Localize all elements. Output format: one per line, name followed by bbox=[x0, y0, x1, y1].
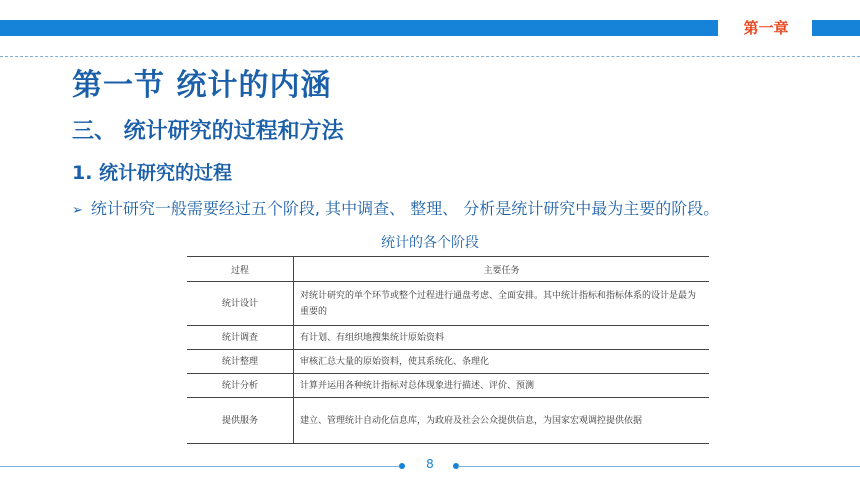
task-cell: 有计划、有组织地搜集统计原始资料 bbox=[294, 326, 710, 350]
bullet-text: 统计研究一般需要经过五个阶段, 其中调查、 整理、 分析是统计研究中最为主要的阶段。 bbox=[90, 199, 720, 218]
stage-cell: 统计设计 bbox=[187, 282, 294, 326]
table-row bbox=[187, 350, 709, 374]
table-row bbox=[187, 326, 709, 350]
task-cell: 建立、管理统计自动化信息库，为政府及社会公众提供信息，为国家宏观调控提供依据 bbox=[294, 398, 710, 444]
stage-cell: 统计调查 bbox=[187, 326, 294, 350]
chapter-label: 第一章 bbox=[743, 19, 789, 37]
footer-dot-left bbox=[399, 463, 405, 469]
header-bar-right bbox=[812, 20, 860, 36]
slide-title: 第一节 统计的内涵 bbox=[72, 68, 332, 103]
column-header-task: 主要任务 bbox=[294, 257, 710, 282]
section-heading: 1. 统计研究的过程 bbox=[72, 162, 233, 184]
stage-cell: 统计分析 bbox=[187, 374, 294, 398]
header-bar-left bbox=[0, 20, 718, 36]
page-number: 8 bbox=[426, 457, 434, 471]
footer-line-left bbox=[0, 466, 400, 467]
table-caption: 统计的各个阶段 bbox=[381, 235, 479, 251]
table-row bbox=[187, 398, 709, 444]
stages-table bbox=[187, 256, 709, 444]
bullet-arrow-icon: ➢ bbox=[72, 203, 83, 218]
slide-subtitle: 三、 统计研究的过程和方法 bbox=[72, 119, 344, 144]
header-divider bbox=[0, 56, 860, 57]
column-header-stage: 过程 bbox=[187, 257, 294, 282]
table-row bbox=[187, 374, 709, 398]
task-cell: 计算并运用各种统计指标对总体现象进行描述、评价、预测 bbox=[294, 374, 710, 398]
task-cell: 审核汇总大量的原始资料，使其系统化、条理化 bbox=[294, 350, 710, 374]
task-cell: 对统计研究的单个环节或整个过程进行通盘考虑、全面安排。其中统计指标和指标体系的设计是最为重要的 bbox=[294, 282, 710, 326]
table-row bbox=[187, 282, 709, 326]
bullet-point bbox=[72, 196, 719, 219]
table-header-row bbox=[187, 257, 709, 282]
stage-cell: 统计整理 bbox=[187, 350, 294, 374]
footer-line-right bbox=[458, 466, 860, 467]
stage-cell: 提供服务 bbox=[187, 398, 294, 444]
